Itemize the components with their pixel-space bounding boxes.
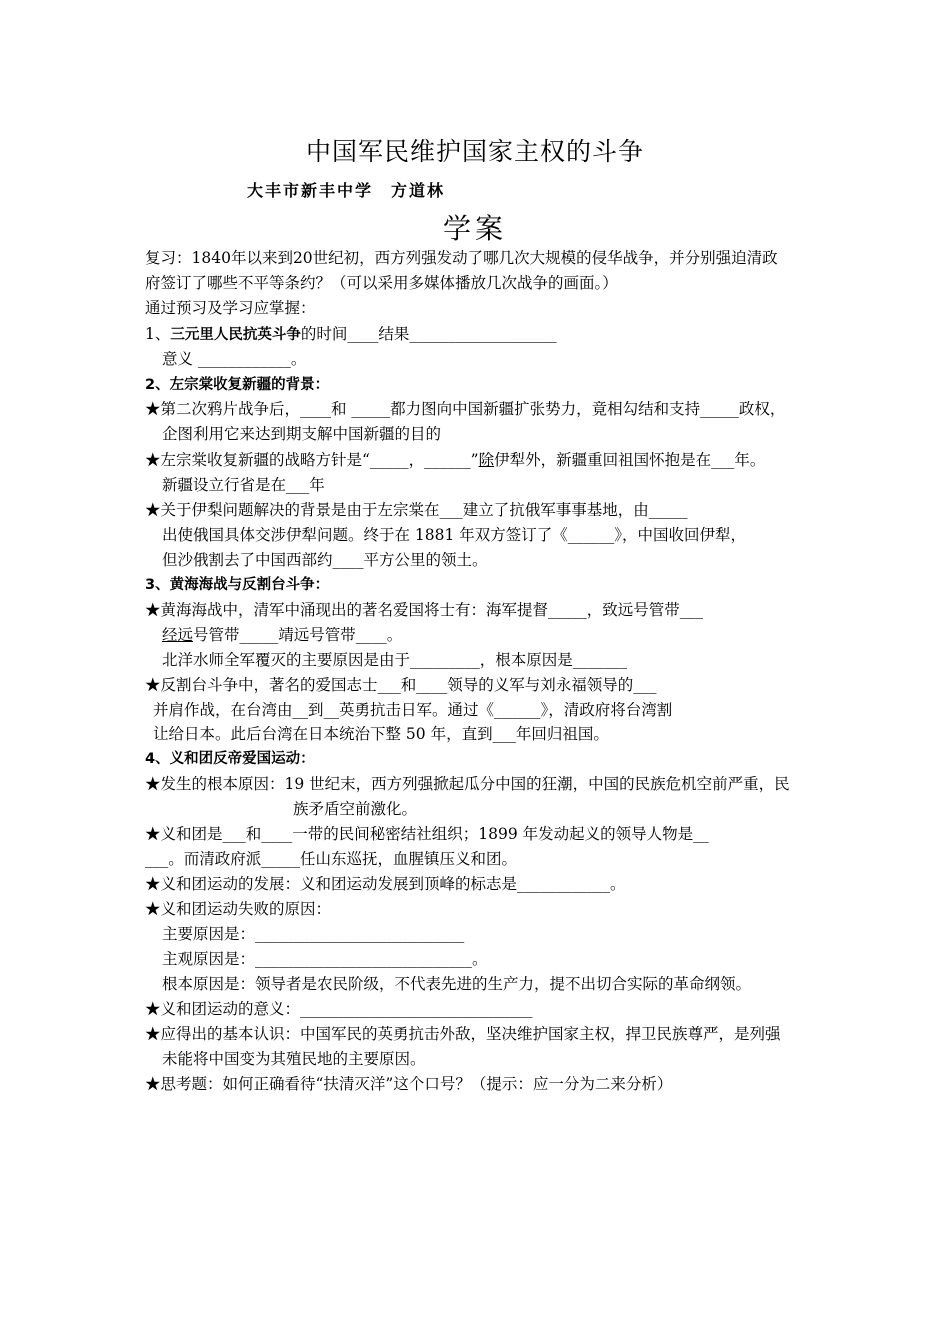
section-3-para-2-line-3: 让给日本。此后台湾在日本统治下整 50 年，直到___年回归祖国。 — [153, 725, 609, 743]
section-3-para-1-line-3: 北洋水师全军覆灭的主要原因是由于_________，根本原因是_______ — [162, 651, 628, 669]
section-2-para-3-line-1: ★关于伊梨问题解决的背景是由于左宗棠在___建立了抗俄军事事基地，由_____ — [145, 501, 688, 519]
section-3-para-2-line-1: ★反割台斗争中，著名的爱国志士___和____领导的义军与刘永福领导的___ — [145, 676, 657, 694]
section-4-para-1-line-2: 族矛盾空前激化。 — [293, 800, 418, 818]
section-4-para-6-line-2: 未能将中国变为其殖民地的主要原因。 — [162, 1050, 426, 1068]
section-2-para-3-line-2: 出使俄国具体交涉伊犁问题。终于在 1881 年双方签订了《______》，中国收回伊犁， — [162, 526, 747, 544]
section-4-main-reason: 主要原因是：___________________________ — [162, 925, 465, 943]
section-2-para-1-line-2: 企图利用它来达到期支解中国新疆的目的 — [162, 425, 442, 443]
section-4-para-6-line-1: ★应得出的基本认识：中国军民的英勇抗击外敌，坚决维护国家主权，捍卫民族尊严，是列强 — [145, 1025, 781, 1043]
section-3-para-1-underlined: 经远 — [162, 626, 194, 644]
section-4-para-4: ★义和团运动失败的原因： — [145, 900, 332, 918]
section-3-para-1-line-2 — [162, 623, 402, 647]
section-2-para-2-part-a: ★左宗棠收复新疆的战略方针是“_____，______” — [145, 451, 479, 469]
section-3-heading: 3、黄海海战与反割台斗争： — [145, 577, 330, 593]
section-2-para-2-line-2: 新疆设立行省是在___年 — [162, 476, 325, 494]
section-4-subjective-reason: 主观原因是：____________________________。 — [162, 950, 488, 968]
section-3-para-2-line-2: 并肩作战，在台湾由__到__英勇抗击日军。通过《______》，清政府将台湾割 — [153, 701, 673, 719]
review-line-2: 府签订了哪些不平等条约？（可以采用多媒体播放几次战争的画面。） — [145, 274, 618, 292]
section-4-heading: 4、义和团反帝爱国运动： — [145, 751, 315, 767]
section-4-para-2-line-1: ★义和团是___和____一带的民间秘密结社组织；1899 年发动起义的领导人物是__ — [145, 825, 709, 843]
section-2-para-2-line-1 — [145, 448, 765, 472]
section-4-significance: ★义和团运动的意义：______________________________ — [145, 1000, 533, 1018]
review-line-1: 复习：1840年以来到20世纪初，西方列强发动了哪几次大规模的侵华战争，并分别强迫清政 — [145, 249, 778, 267]
section-2-para-2-underlined: 除 — [478, 451, 495, 469]
section-1-number: 1、 — [145, 325, 171, 343]
document-title: 中国军民维护国家主权的斗争 — [305, 137, 644, 166]
author-line: 大丰市新丰中学 方道林 — [247, 181, 446, 200]
section-4-para-1-line-1: ★发生的根本原因：19 世纪末，西方列强掀起瓜分中国的狂潮，中国的民族危机空前严重，民 — [145, 775, 790, 793]
section-4-fundamental-reason: 根本原因是：领导者是农民阶级，不代表先进的生产力，提不出切合实际的革命纲领。 — [162, 975, 752, 993]
intro-line: 通过预习及学习应掌握： — [145, 299, 316, 317]
section-4-thinking-question: ★思考题：如何正确看待“扶清灭洋”这个口号？（提示：应一分为二来分析） — [145, 1075, 673, 1093]
section-2-heading: 2、左宗棠收复新疆的背景： — [145, 377, 330, 393]
section-1-meaning: 意义 ____________。 — [162, 350, 307, 368]
section-1-heading: 三元里人民抗英斗争 — [170, 327, 301, 343]
section-3-para-1-line-1: ★黄海海战中，清军中涌现出的著名爱国将士有：海军提督_____，致远号管带___ — [145, 601, 704, 619]
section-3-para-1-rest: 号管带_____靖远号管带____。 — [193, 626, 403, 644]
document-subtitle: 学案 — [442, 212, 507, 245]
section-2-para-3-line-3: 但沙俄割去了中国西部约____平方公里的领土。 — [162, 551, 488, 569]
section-4-para-3: ★义和团运动的发展：义和团运动发展到顶峰的标志是____________。 — [145, 875, 626, 893]
section-1-line — [145, 322, 557, 347]
section-2-para-2-part-b: 伊犁外，新疆重回祖国怀抱是在___年。 — [494, 451, 766, 469]
section-1-text: 的时间____结果___________________ — [300, 325, 557, 343]
section-4-para-2-line-2: ___。而清政府派_____任山东巡抚，血腥镇压义和团。 — [145, 850, 518, 868]
section-2-para-1-line-1: ★第二次鸦片战争后，____和 _____都力图向中国新疆扩张势力，竟相勾结和支持_____政权， — [145, 400, 786, 418]
